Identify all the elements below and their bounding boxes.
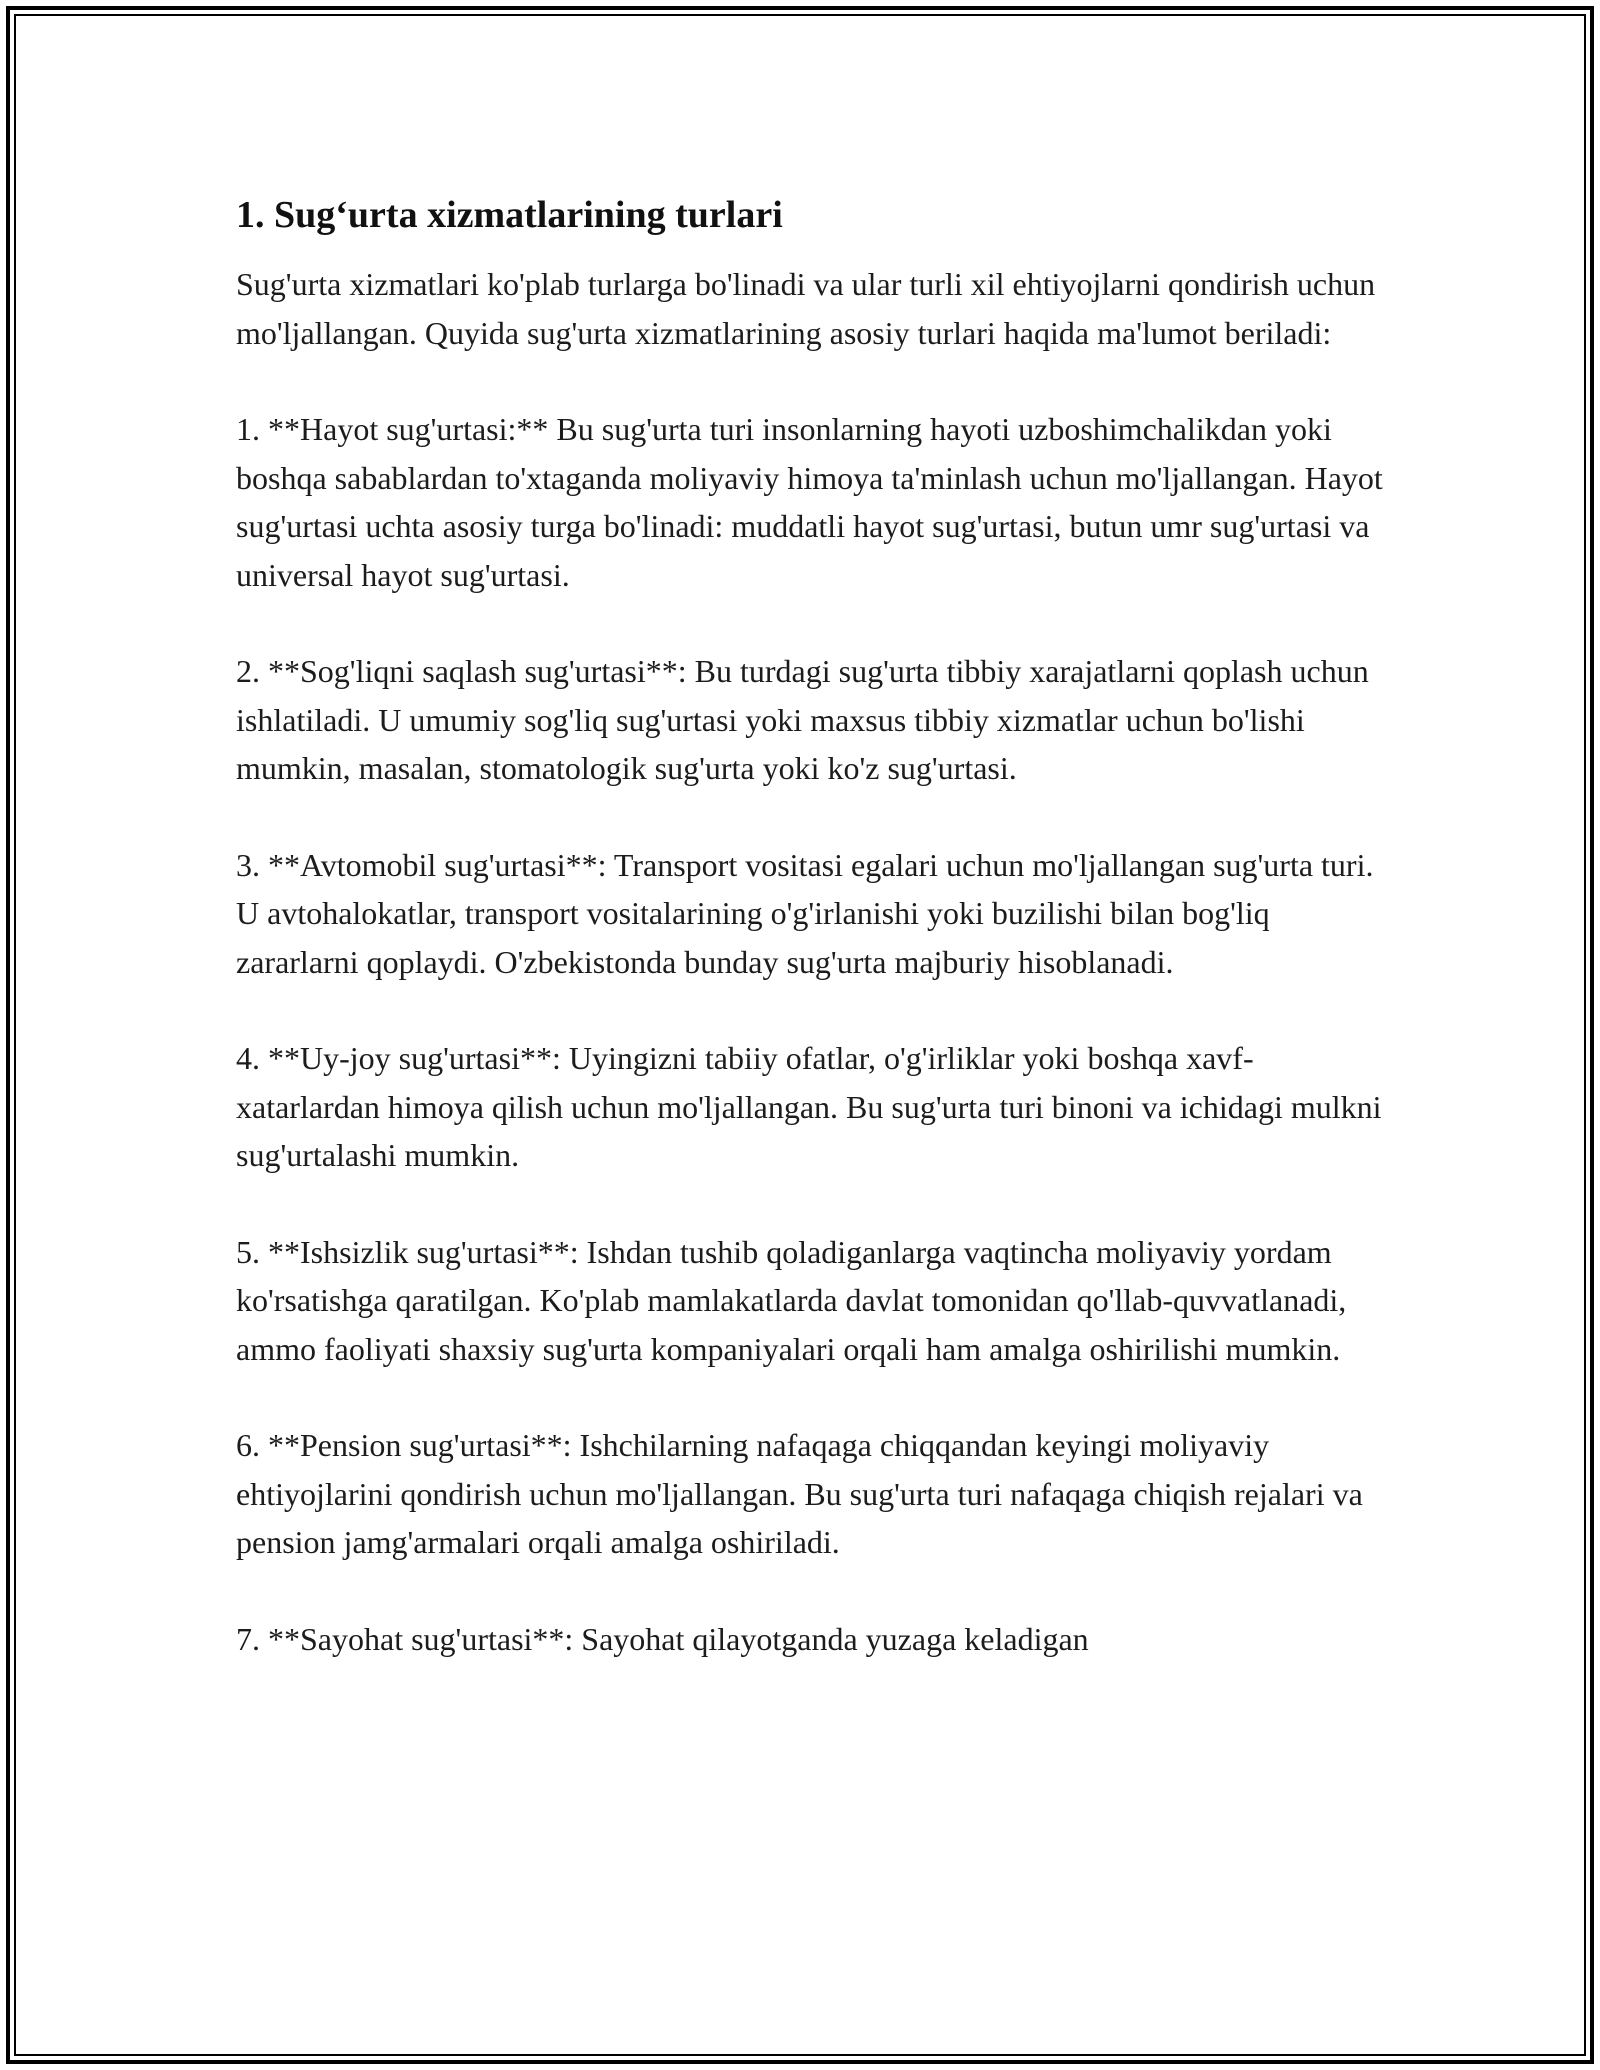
list-item-health-insurance: 2. **Sog'liqni saqlash sug'urtasi**: Bu turdagi sug'urta tibbiy xarajatlarni qoplash uchun ishlatiladi. U umumiy sog'liq sug'urtasi yoki maxsus tibbiy xizmatlar uchun bo'lishi mumkin, masalan, stomatologik sug'urta yoki ko'z sug'urtasi. — [236, 653, 1369, 786]
list-item-pension-insurance: 6. **Pension sug'urtasi**: Ishchilarning nafaqaga chiqqandan keyingi moliyaviy ehtiyojlarini qondirish uchun mo'ljallangan. Bu sug'urta turi nafaqaga chiqish rejalari va pension jamg'armalari orqali amalga oshiriladi. — [236, 1427, 1363, 1560]
intro-paragraph: Sug'urta xizmatlari ko'plab turlarga bo'linadi va ular turli xil ehtiyojlarni qondirish uchun mo'ljallangan. Quyida sug'urta xizmatlarining asosiy turlari haqida ma'lumot beriladi: — [236, 266, 1376, 351]
list-item-travel-insurance: 7. **Sayohat sug'urtasi**: Sayohat qilayotganda yuzaga keladigan — [236, 1620, 1089, 1657]
list-item-unemployment-insurance: 5. **Ishsizlik sug'urtasi**: Ishdan tushib qoladiganlarga vaqtincha moliyaviy yordam ko'rsatishga qaratilgan. Ko'plab mamlakatlarda davlat tomonidan qo'llab-quvvatlanadi, ammo faoliyati shaxsiy sug'urta kompaniyalari orqali ham amalga oshirilishi mumkin. — [236, 1233, 1347, 1367]
list-item-home-insurance: 4. **Uy-joy sug'urtasi**: Uyingizni tabiiy ofatlar, o'g'irliklar yoki boshqa xavf-xatarlardan himoya qilish uchun mo'ljallangan. Bu sug'urta turi binoni va ichidagi mulkni sug'urtalashi mumkin. — [236, 1040, 1382, 1173]
document-title: 1. Sug‘urta xizmatlarining turlari — [236, 194, 783, 236]
list-item-life-insurance: 1. **Hayot sug'urtasi:** Bu sug'urta turi insonlarning hayoti uzboshimchalikdan yoki boshqa sabablardan to'xtaganda moliyaviy himoya ta'minlash uchun mo'ljallangan. Hayot sug'urtasi uchta asosiy turga bo'linadi: muddatli hayot sug'urtasi, butun umr sug'urtasi va universal hayot sug'urtasi. — [236, 411, 1383, 593]
document-body — [236, 190, 1386, 1663]
list-item-auto-insurance: 3. **Avtomobil sug'urtasi**: Transport vositasi egalari uchun mo'ljallangan sug'urta turi. U avtohalokatlar, transport vositalarining o'g'irlanishi yoki buzilishi bilan bog'liq zararlarni qoplaydi. O'zbekistonda bunday sug'urta majburiy hisoblanadi. — [236, 846, 1374, 980]
